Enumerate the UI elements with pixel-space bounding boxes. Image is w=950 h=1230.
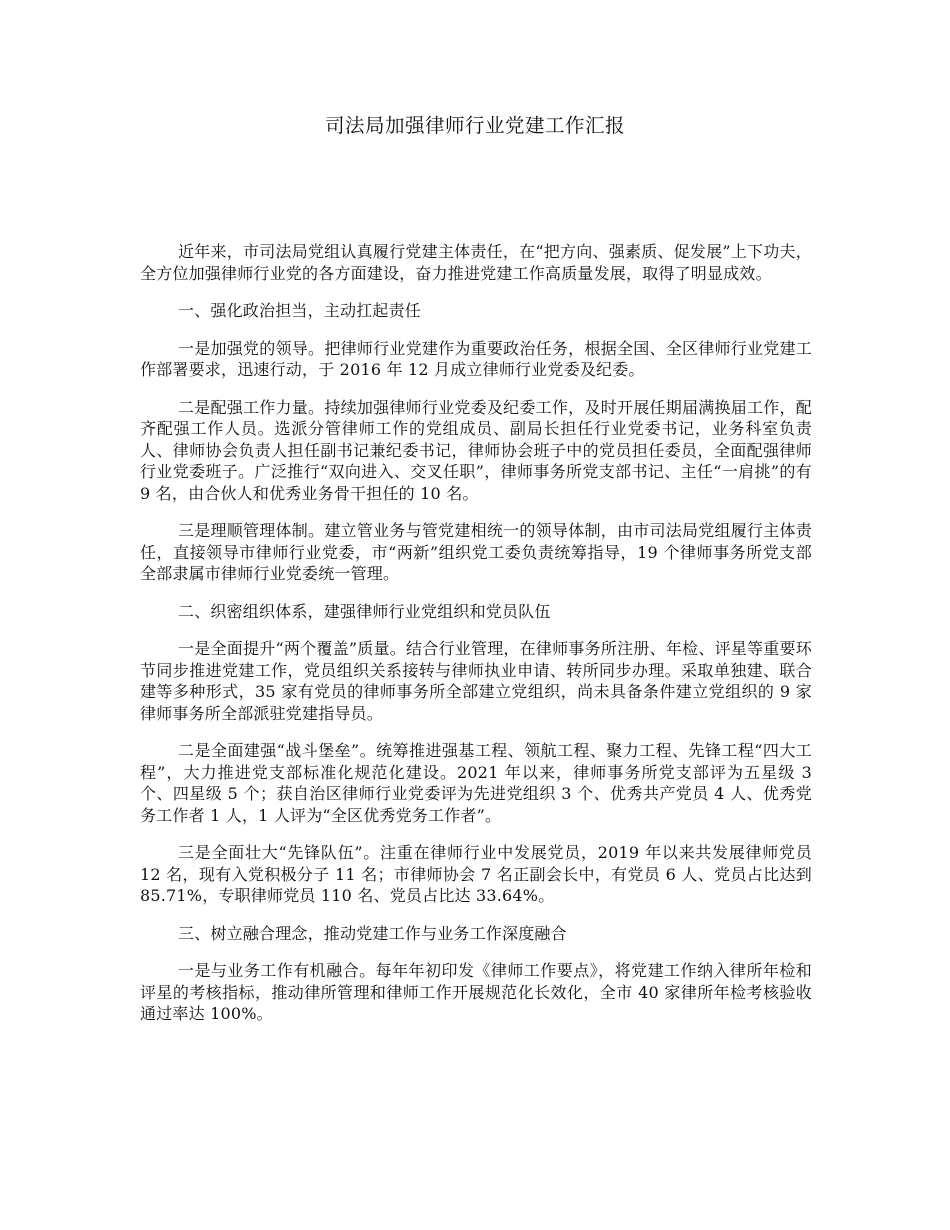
section1-paragraph-1: 一是加强党的领导。把律师行业党建作为重要政治任务，根据全国、全区律师行业党建工作部署要求，迅速行动，于 2016 年 12 月成立律师行业党委及纪委。 bbox=[140, 338, 812, 379]
section-heading-1: 一、强化政治担当，主动扛起责任 bbox=[178, 301, 422, 320]
section2-paragraph-2: 二是全面建强“战斗堡垒”。统筹推进强基工程、领航工程、聚力工程、先锋工程“四大工程”，大力推进党支部标准化规范化建设。2021 年以来，律师事务所党支部评为五星级 3 个、四星级 5 个；获自治区律师行业党委评为先进党组织 3 个、优秀共产党员 4 人、优秀党务工作者 1 人，1 人评为“全区优秀党务工作者”。 bbox=[140, 741, 812, 825]
section-heading-2: 二、织密组织体系，建强律师行业党组织和党员队伍 bbox=[178, 601, 551, 621]
intro-paragraph: 近年来，市司法局党组认真履行党建主体责任，在“把方向、强素质、促发展”上下功夫，全方位加强律师行业党的各方面建设，奋力推进党建工作高质量发展，取得了明显成效。 bbox=[140, 242, 812, 283]
section-heading-3: 三、树立融合理念，推动党建工作与业务工作深度融合 bbox=[178, 923, 567, 943]
section1-paragraph-2: 二是配强工作力量。持续加强律师行业党委及纪委工作，及时开展任期届满换届工作，配齐配强工作人员。选派分管律师工作的党组成员、副局长担任行业党委书记，业务科室负责人、律师协会负责人担任副书记兼纪委书记，律师协会班子中的党员担任委员，全面配强律师行业党委班子。广泛推行“双向进入、交叉任职”，律师事务所党支部书记、主任“一肩挑”的有 9 名，由合伙人和优秀业务骨干担任的 10 名。 bbox=[140, 397, 812, 503]
document-body bbox=[140, 241, 812, 1041]
section2-paragraph-3: 三是全面壮大“先锋队伍”。注重在律师行业中发展党员，2019 年以来共发展律师党员 12 名，现有入党积极分子 11 名；市律师协会 7 名正副会长中，有党员 6 人、党员占比达到 85.71%，专职律师党员 110 名、党员占比达 33.64%。 bbox=[140, 843, 812, 905]
document-title: 司法局加强律师行业党建工作汇报 bbox=[324, 114, 625, 137]
section1-paragraph-3: 三是理顺管理体制。建立管业务与管党建相统一的领导体制，由市司法局党组履行主体责任，直接领导市律师行业党委，市“两新”组织党工委负责统筹指导，19 个律师事务所党支部全部隶属市律师行业党委统一管理。 bbox=[140, 521, 812, 583]
section3-paragraph-1: 一是与业务工作有机融合。每年年初印发《律师工作要点》，将党建工作纳入律所年检和评星的考核指标，推动律所管理和律师工作开展规范化长效化，全市 40 家律所年检考核验收通过率达 100%。 bbox=[140, 961, 812, 1023]
section2-paragraph-1: 一是全面提升“两个覆盖”质量。结合行业管理，在律师事务所注册、年检、评星等重要环节同步推进党建工作，党员组织关系接转与律师执业申请、转所同步办理。采取单独建、联合建等多种形式，35 家有党员的律师事务所全部建立党组织，尚未具备条件建立党组织的 9 家律师事务所全部派驻党建指导员。 bbox=[140, 639, 812, 723]
